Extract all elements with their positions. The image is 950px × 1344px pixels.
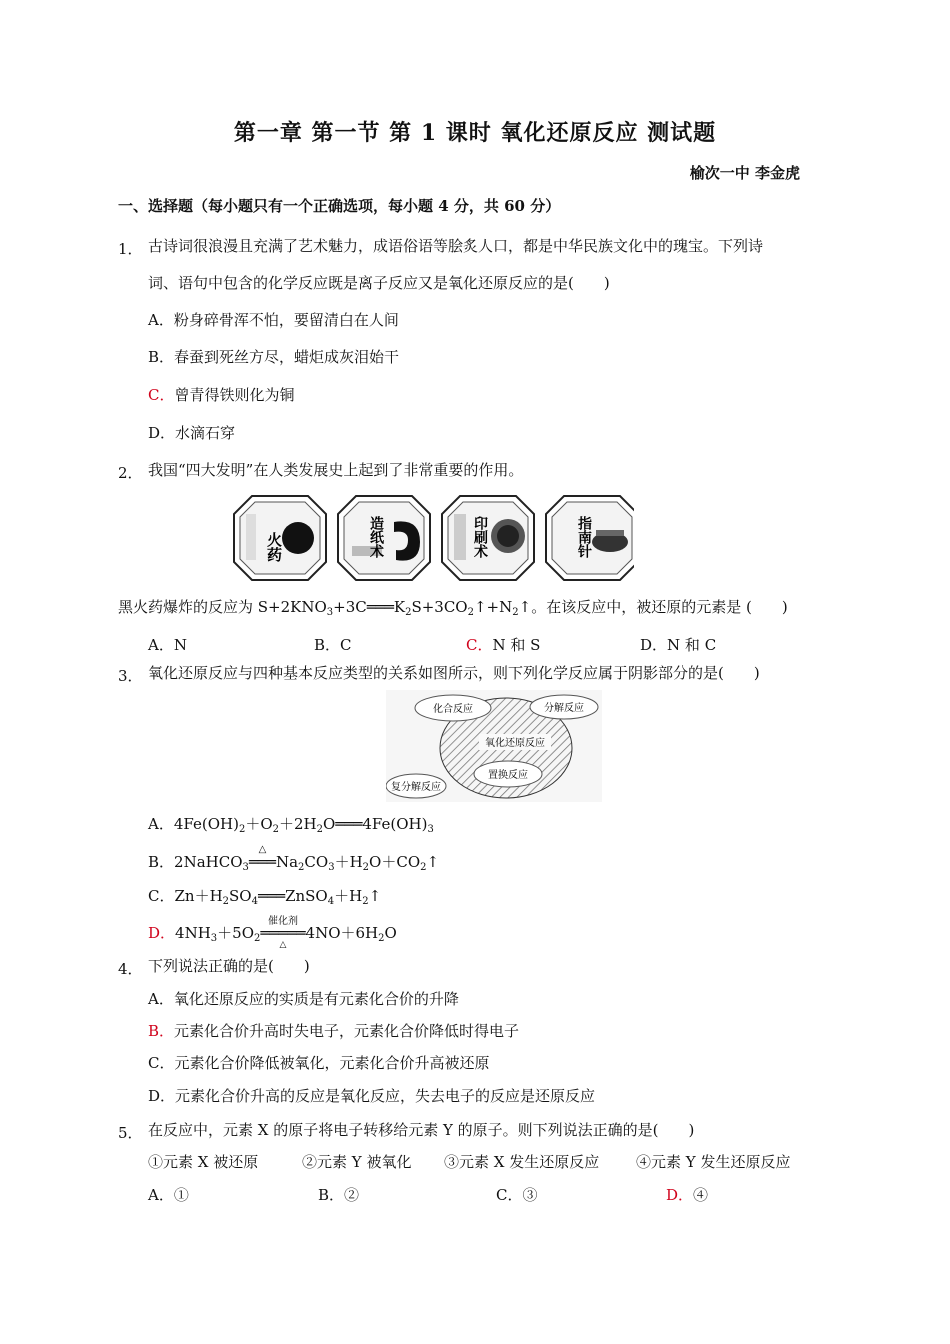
page-title: 第一章 第一节 第 1 课时 氧化还原反应 测试题 <box>233 120 717 146</box>
q4-option-d: D．元素化合价升高的反应是氧化反应，失去电子的反应是还原反应 <box>148 1087 596 1105</box>
badge-label: 造纸术 <box>368 516 384 558</box>
diagram-label-fufenjie: 复分解反应 <box>391 782 441 793</box>
invention-badge <box>442 496 534 580</box>
q5-option-d: D．④ <box>666 1186 709 1204</box>
q5-stem: 在反应中，元素 X 的原子将电子转移给元素 Y 的原子。则下列说法正确的是( ) <box>148 1121 695 1139</box>
answer-mark: D． <box>666 1186 694 1204</box>
answer-mark: C． <box>466 636 493 654</box>
badge-label: 火药 <box>265 532 283 562</box>
q1-option-d: D．水滴石穿 <box>148 424 236 442</box>
q5-statement-3: ③元素 X 发生还原反应 <box>444 1153 600 1171</box>
q3-stem: 氧化还原反应与四种基本反应类型的关系如图所示，则下列化学反应属于阴影部分的是( ) <box>148 664 760 682</box>
q4-number: 4． <box>118 960 143 978</box>
q5-option-a: A．① <box>148 1186 189 1204</box>
q2-number: 2． <box>118 464 143 482</box>
q2-option-b: B．C <box>314 636 352 654</box>
q1-stem-line1: 古诗词很浪漫且充满了艺术魅力，成语俗语等脍炙人口，都是中华民族文化中的瑰宝。下列诗 <box>148 237 764 255</box>
q4-option-a: A．氧化还原反应的实质是有元素化合价的升降 <box>148 990 459 1008</box>
badge-label: 指南针 <box>576 516 592 558</box>
q1-number: 1． <box>118 240 143 258</box>
q3-number: 3． <box>118 667 143 685</box>
q3-option-b: B．2NaHCO$_3$ △ $═══Na_2CO_3+H_2O+CO_2↑$ <box>148 852 439 872</box>
q1-option-b: B．春蚕到死丝方尽，蜡炬成灰泪始干 <box>148 348 400 366</box>
q5-statement-2: ②元素 Y 被氧化 <box>302 1153 412 1171</box>
catalyst-label: 催化剂 <box>267 916 298 927</box>
q2-option-c: C．N 和 S <box>466 636 541 654</box>
q2-equation-line: 黑火药爆炸的反应为 $S+2KNO_3+3C═══K_2S+3CO_2↑+N_2↑$。在该反应中，被还原的元素是 ( ) <box>118 598 788 618</box>
q4-option-c: C．元素化合价降低被氧化，元素化合价升高被还原 <box>148 1054 490 1072</box>
q5-option-b: B．② <box>318 1186 360 1204</box>
diagram-label-huahe: 化合反应 <box>433 704 473 715</box>
heat-symbol: △ <box>279 940 287 950</box>
q3-option-d: D．$4NH_3+5O_2$ 催化剂 ═════ △ $4NO+6H_2O$ <box>148 923 397 943</box>
four-inventions-figure <box>232 494 634 582</box>
answer-mark: C． <box>148 386 175 404</box>
badge-label: 印刷术 <box>472 516 488 558</box>
section-heading: 一、选择题（每小题只有一个正确选项，每小题 4 分，共 60 分） <box>118 197 561 215</box>
q1-option-c: C．曾青得铁则化为铜 <box>148 386 295 404</box>
diagram-label-fenjie: 分解反应 <box>544 703 584 714</box>
author-line: 榆次一中 李金虎 <box>689 164 800 182</box>
q4-option-b: B．元素化合价升高时失电子，元素化合价降低时得电子 <box>148 1022 520 1040</box>
answer-mark: D． <box>148 924 176 942</box>
q2-option-a: A．N <box>148 636 187 654</box>
answer-mark: B． <box>148 1022 175 1040</box>
invention-badge <box>338 496 430 580</box>
reaction-type-diagram <box>386 690 602 802</box>
diagram-label-zhihuan: 置换反应 <box>488 770 528 781</box>
q3-option-a: A．$4Fe(OH)_2+O_2+2H_2O═══4Fe(OH)_3$ <box>148 815 434 835</box>
heat-symbol: △ <box>258 844 267 855</box>
diagram-label-yanghua: 氧化还原反应 <box>485 738 545 749</box>
invention-badge <box>234 496 326 580</box>
q5-statement-4: ④元素 Y 发生还原反应 <box>636 1153 791 1171</box>
q3-option-c: C．$Zn+H_2SO_4═══ZnSO_4+H_2↑$ <box>148 887 382 907</box>
q5-statement-1: ①元素 X 被还原 <box>148 1153 259 1171</box>
q1-stem-line2: 词、语句中包含的化学反应既是离子反应又是氧化还原反应的是( ) <box>148 274 610 292</box>
q1-option-a: A．粉身碎骨浑不怕，要留清白在人间 <box>148 311 399 329</box>
q5-number: 5． <box>118 1124 143 1142</box>
q2-stem: 我国“四大发明”在人类发展史上起到了非常重要的作用。 <box>148 461 524 479</box>
q5-option-c: C．③ <box>496 1186 538 1204</box>
q2-option-d: D．N 和 C <box>640 636 717 654</box>
q4-stem: 下列说法正确的是( ) <box>148 957 310 975</box>
invention-badge <box>546 496 634 580</box>
